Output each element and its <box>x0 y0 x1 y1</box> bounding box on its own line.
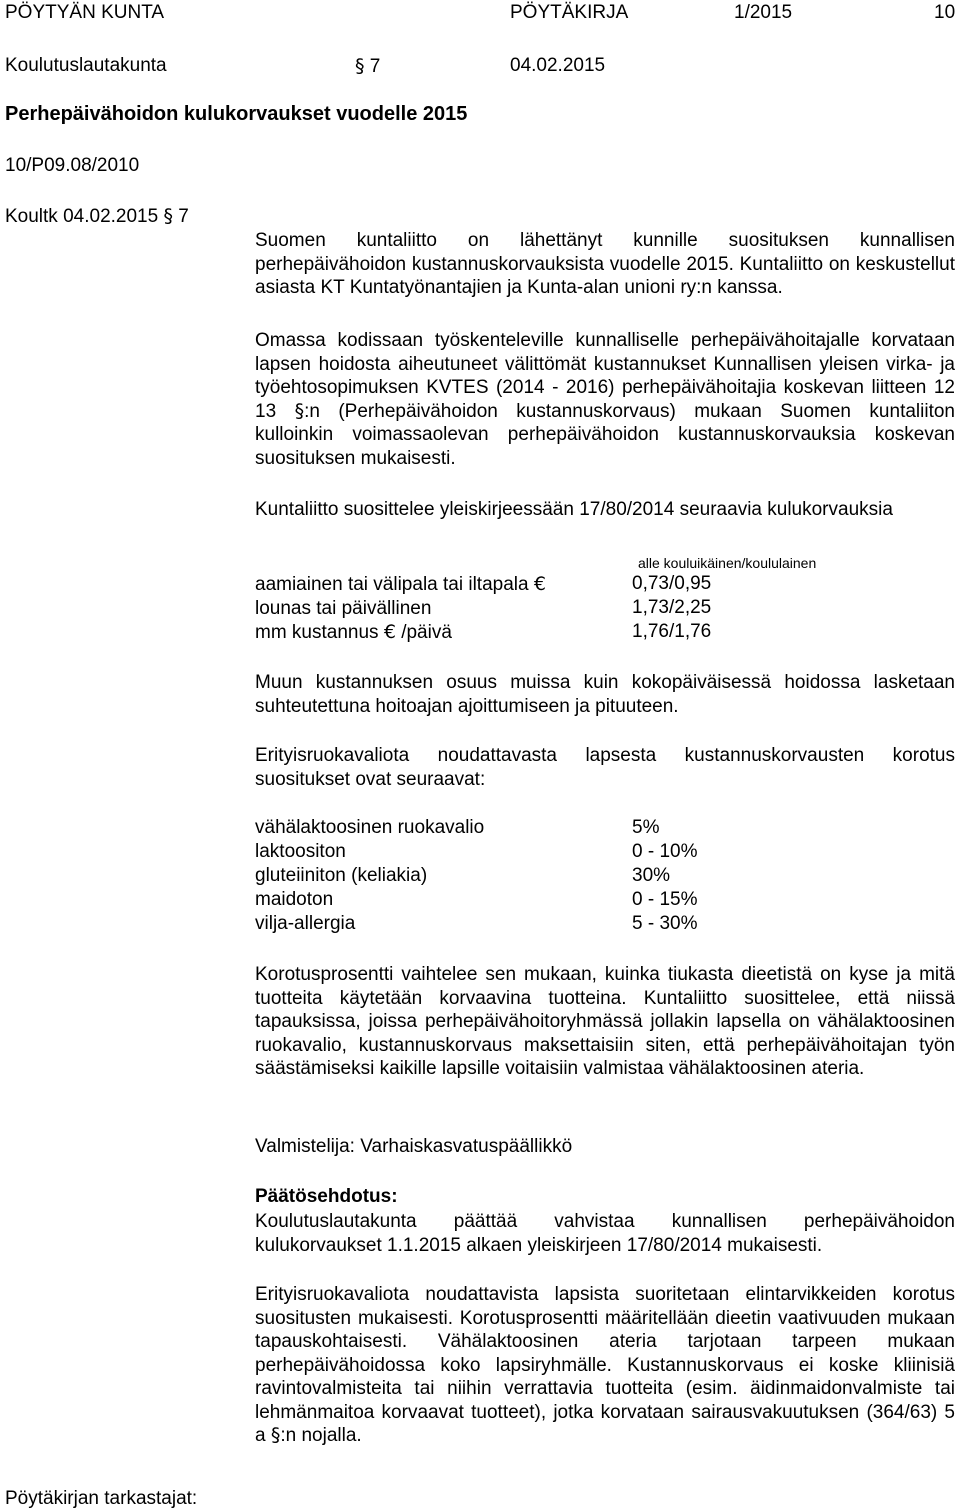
diet-row-label: vähälaktoosinen ruokavalio <box>255 817 485 838</box>
footer-examiners: Pöytäkirjan tarkastajat: <box>5 1488 198 1509</box>
meeting-reference <box>5 205 189 228</box>
section-symbol: § <box>270 1424 281 1446</box>
euro-symbol: € <box>533 573 546 595</box>
section-number: 7 <box>369 56 381 77</box>
preparer-line: Valmistelija: Varhaiskasvatuspäällikkö <box>255 1136 573 1157</box>
page-title: Perhepäivähoidon kulukorvaukset vuodelle 2015 <box>5 103 468 125</box>
cost-row-label: mm kustannus € /päivä <box>255 621 452 643</box>
diet-row-value: 30% <box>632 865 671 886</box>
section-number: 7 <box>178 206 189 227</box>
cost-row-label: lounas tai päivällinen <box>255 598 432 619</box>
other-cost-paragraph: Muun kustannuksen osuus muissa kuin kokopäiväisessä hoidossa lasketaan suhteutettuna hoitoajan ajoittumiseen ja pituuteen. <box>255 672 955 717</box>
cost-table-header: alle kouluikäinen/koululainen <box>638 555 817 571</box>
compensation-text-b: :n (Perhepäivähoidon kustannuskorvaus) mukaan Suomen kuntaliiton kulloinkin voimassaolevan perhepäivähoidon kustannuskorvauksia koskevan suosituksen mukaisesti. <box>255 400 955 469</box>
meeting-date: 04.02.2015 <box>510 55 606 76</box>
reference-number: 10/P09.08/2010 <box>5 155 140 176</box>
diet-row-label: laktoositon <box>255 841 346 862</box>
page-number: 10 <box>934 2 956 23</box>
diet-explanation-paragraph: Korotusprosentti vaihtelee sen mukaan, kuinka tiukasta dieetistä on kyse ja mitä tuotteita käytetään korvaavina tuotteina. Kuntaliitto suosittelee, että niissä tapauksissa, joissa perhepäivähoitoryhmässä jollakin lapsella on vähälaktoosinen ruokavalio, kustannuskorvaus maksettaisiin siten, että perhepäivähoitajan työn säästämiseksi kaikille lapsille voitaisiin valmistaa vähälaktoosinen ateria. <box>255 964 955 1079</box>
board-name: Koulutuslautakunta <box>5 55 167 76</box>
header-section <box>355 55 380 78</box>
section-symbol: § <box>294 399 305 422</box>
diet-row-label: maidoton <box>255 889 334 910</box>
proposal-text: Koulutuslautakunta päättää vahvistaa kunnallisen perhepäivähoidon kulukorvaukset 1.1.2015 alkaen yleiskirjeen 17/80/2014 mukaisesti. <box>255 1211 955 1256</box>
meeting-reference-text: Koultk 04.02.2015 <box>5 206 159 227</box>
document-number: 1/2015 <box>734 2 793 23</box>
decision-text-b: :n nojalla. <box>280 1425 362 1446</box>
euro-symbol: € <box>383 621 396 643</box>
proposal-heading: Päätösehdotus: <box>255 1186 398 1207</box>
special-diet-paragraph: Erityisruokavaliota noudattavasta lapsesta kustannuskorvausten korotus suositukset ovat seuraavat: <box>255 745 955 790</box>
diet-row-value: 5% <box>632 817 660 838</box>
decision-text-a: Erityisruokavaliota noudattavista lapsista suoritetaan elintarvikkeiden korotus suositusten mukaisesti. Korotusprosentti määritellään dieetin vaativuuden mukaan tapauskohtaisesti. Vähälaktoosinen ateria tarjotaan tarpeen mukaan perhepäivähoidossa koko lapsiryhmälle. Kustannuskorvaus ei koske kliinisiä ravintovalmisteita tai niihin verrattavia tuotteita (esim. äidinmaidonvalmiste tai lehmänmaitoa korvaavat tuotteet), jotka korvataan sairausvakuutuksen (364/63) 5 a <box>255 1284 955 1446</box>
document-type: PÖYTÄKIRJA <box>510 2 629 23</box>
municipality-name: PÖYTYÄN KUNTA <box>5 2 165 23</box>
cost-row-label: aamiainen tai välipala tai iltapala € <box>255 573 546 595</box>
diet-row-label: vilja-allergia <box>255 913 356 934</box>
diet-row-value: 0 - 15% <box>632 889 698 910</box>
compensation-text-a: Omassa kodissaan työskenteleville kunnalliselle perhepäivähoitajalle korvataan lapsen hoidosta aiheutuneet välittömät kustannukset Kunnallisen yleisen virka- ja työehtosopimuksen KVTES (2014 - 2016) perhepäivähoitajia koskevan liitteen 12 13 <box>255 330 955 422</box>
intro-paragraph: Suomen kuntaliitto on lähettänyt kunnille suosituksen kunnallisen perhepäivähoidon kustannuskorvauksista vuodelle 2015. Kuntaliitto on keskustellut asiasta KT Kuntatyönantajien ja Kunta-alan unioni ry:n kanssa. <box>255 230 955 298</box>
cost-row-value: 0,73/0,95 <box>632 573 712 594</box>
diet-row-label: gluteiiniton (keliakia) <box>255 865 428 886</box>
recommendation-paragraph: Kuntaliitto suosittelee yleiskirjeessään 17/80/2014 seuraavia kulukorvauksia <box>255 499 893 520</box>
cost-row-value: 1,76/1,76 <box>632 621 712 642</box>
diet-row-value: 5 - 30% <box>632 913 698 934</box>
decision-details-paragraph <box>255 1283 955 1448</box>
section-symbol: § <box>163 205 173 227</box>
section-symbol: § <box>355 55 365 77</box>
cost-row-value: 1,73/2,25 <box>632 597 712 618</box>
diet-row-value: 0 - 10% <box>632 841 698 862</box>
compensation-paragraph <box>255 329 955 470</box>
